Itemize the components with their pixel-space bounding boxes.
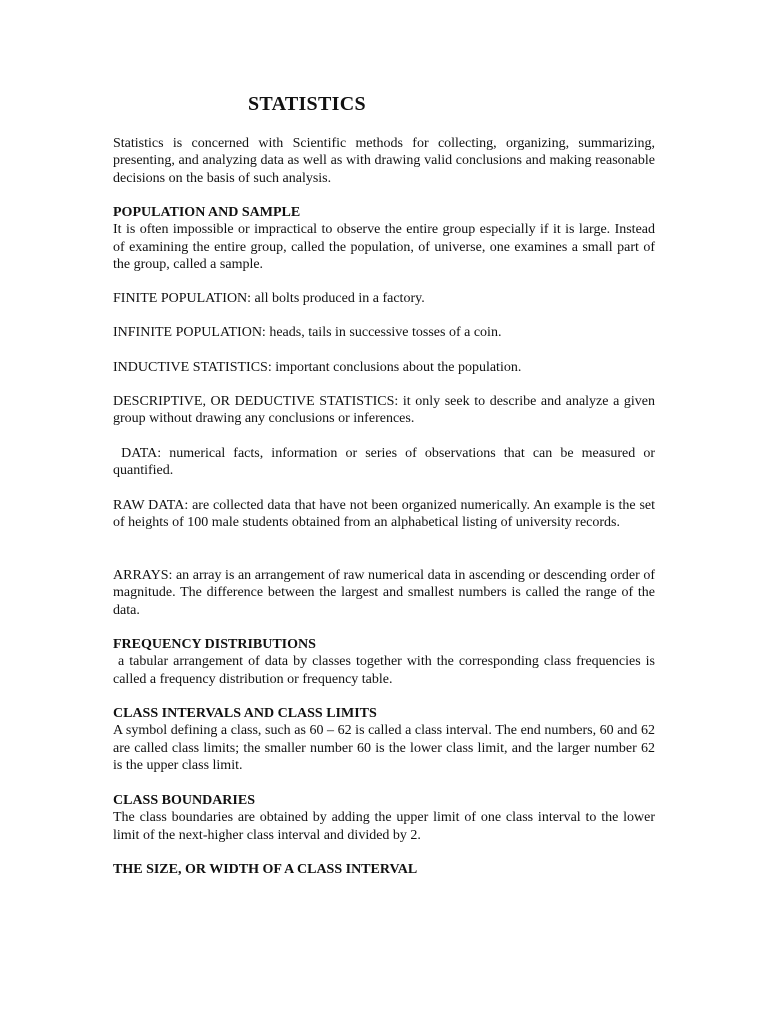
arrays-section xyxy=(113,567,655,619)
page-title: STATISTICS xyxy=(248,93,366,115)
raw-data-paragraph: RAW DATA: are collected data that have not been organized numerically. An example is the set of heights of 100 male students obtained from an alphabetical listing of university records. xyxy=(113,498,655,531)
class-boundaries-heading: CLASS BOUNDARIES xyxy=(113,793,255,808)
intro-section xyxy=(113,135,655,187)
frequency-distributions-heading: FREQUENCY DISTRIBUTIONS xyxy=(113,637,316,652)
inductive-statistics-section xyxy=(113,359,655,376)
finite-population-paragraph: FINITE POPULATION: all bolts produced in a factory. xyxy=(113,291,425,306)
data-definition-paragraph: DATA: numerical facts, information or series of observations that can be measured or quantified. xyxy=(113,446,659,479)
frequency-distributions-section xyxy=(113,636,659,688)
data-definition-section xyxy=(113,445,659,480)
class-intervals-paragraph: A symbol defining a class, such as 60 – 62 is called a class interval. The end numbers, 60 and 62 are called class limits; the smaller number 60 is the lower class limit, and the larger number 62 is the upper class limit. xyxy=(113,723,655,773)
finite-population-section xyxy=(113,290,655,307)
infinite-population-section xyxy=(113,324,655,341)
infinite-population-paragraph: INFINITE POPULATION: heads, tails in successive tosses of a coin. xyxy=(113,325,502,340)
frequency-distributions-paragraph: a tabular arrangement of data by classes together with the corresponding class frequencies is called a frequency distribution or frequency table. xyxy=(113,654,659,687)
population-sample-section xyxy=(113,204,655,273)
inductive-statistics-paragraph: INDUCTIVE STATISTICS: important conclusions about the population. xyxy=(113,360,522,375)
class-size-section xyxy=(113,861,655,878)
descriptive-statistics-paragraph: DESCRIPTIVE, OR DEDUCTIVE STATISTICS: it only seek to describe and analyze a given group without drawing any conclusions or inferences. xyxy=(113,394,655,427)
class-intervals-heading: CLASS INTERVALS AND CLASS LIMITS xyxy=(113,706,377,721)
class-boundaries-paragraph: The class boundaries are obtained by adding the upper limit of one class interval to the lower limit of the next-higher class interval and divided by 2. xyxy=(113,810,655,843)
arrays-paragraph: ARRAYS: an array is an arrangement of raw numerical data in ascending or descending order of magnitude. The difference between the largest and smallest numbers is called the range of the data. xyxy=(113,568,655,618)
population-sample-heading: POPULATION AND SAMPLE xyxy=(113,205,301,220)
intro-paragraph: Statistics is concerned with Scientific methods for collecting, organizing, summarizing, presenting, and analyzing data as well as with drawing valid conclusions and making reasonable decisions on the basis of such analysis. xyxy=(113,136,655,186)
class-intervals-section xyxy=(113,705,655,774)
class-size-heading: THE SIZE, OR WIDTH OF A CLASS INTERVAL xyxy=(113,862,418,877)
population-sample-paragraph: It is often impossible or impractical to observe the entire group especially if it is large. Instead of examining the entire group, called the population, of universe, one examines a small part of the group, called a sample. xyxy=(113,222,655,272)
raw-data-section xyxy=(113,497,655,532)
class-boundaries-section xyxy=(113,792,655,844)
descriptive-statistics-section xyxy=(113,393,655,428)
